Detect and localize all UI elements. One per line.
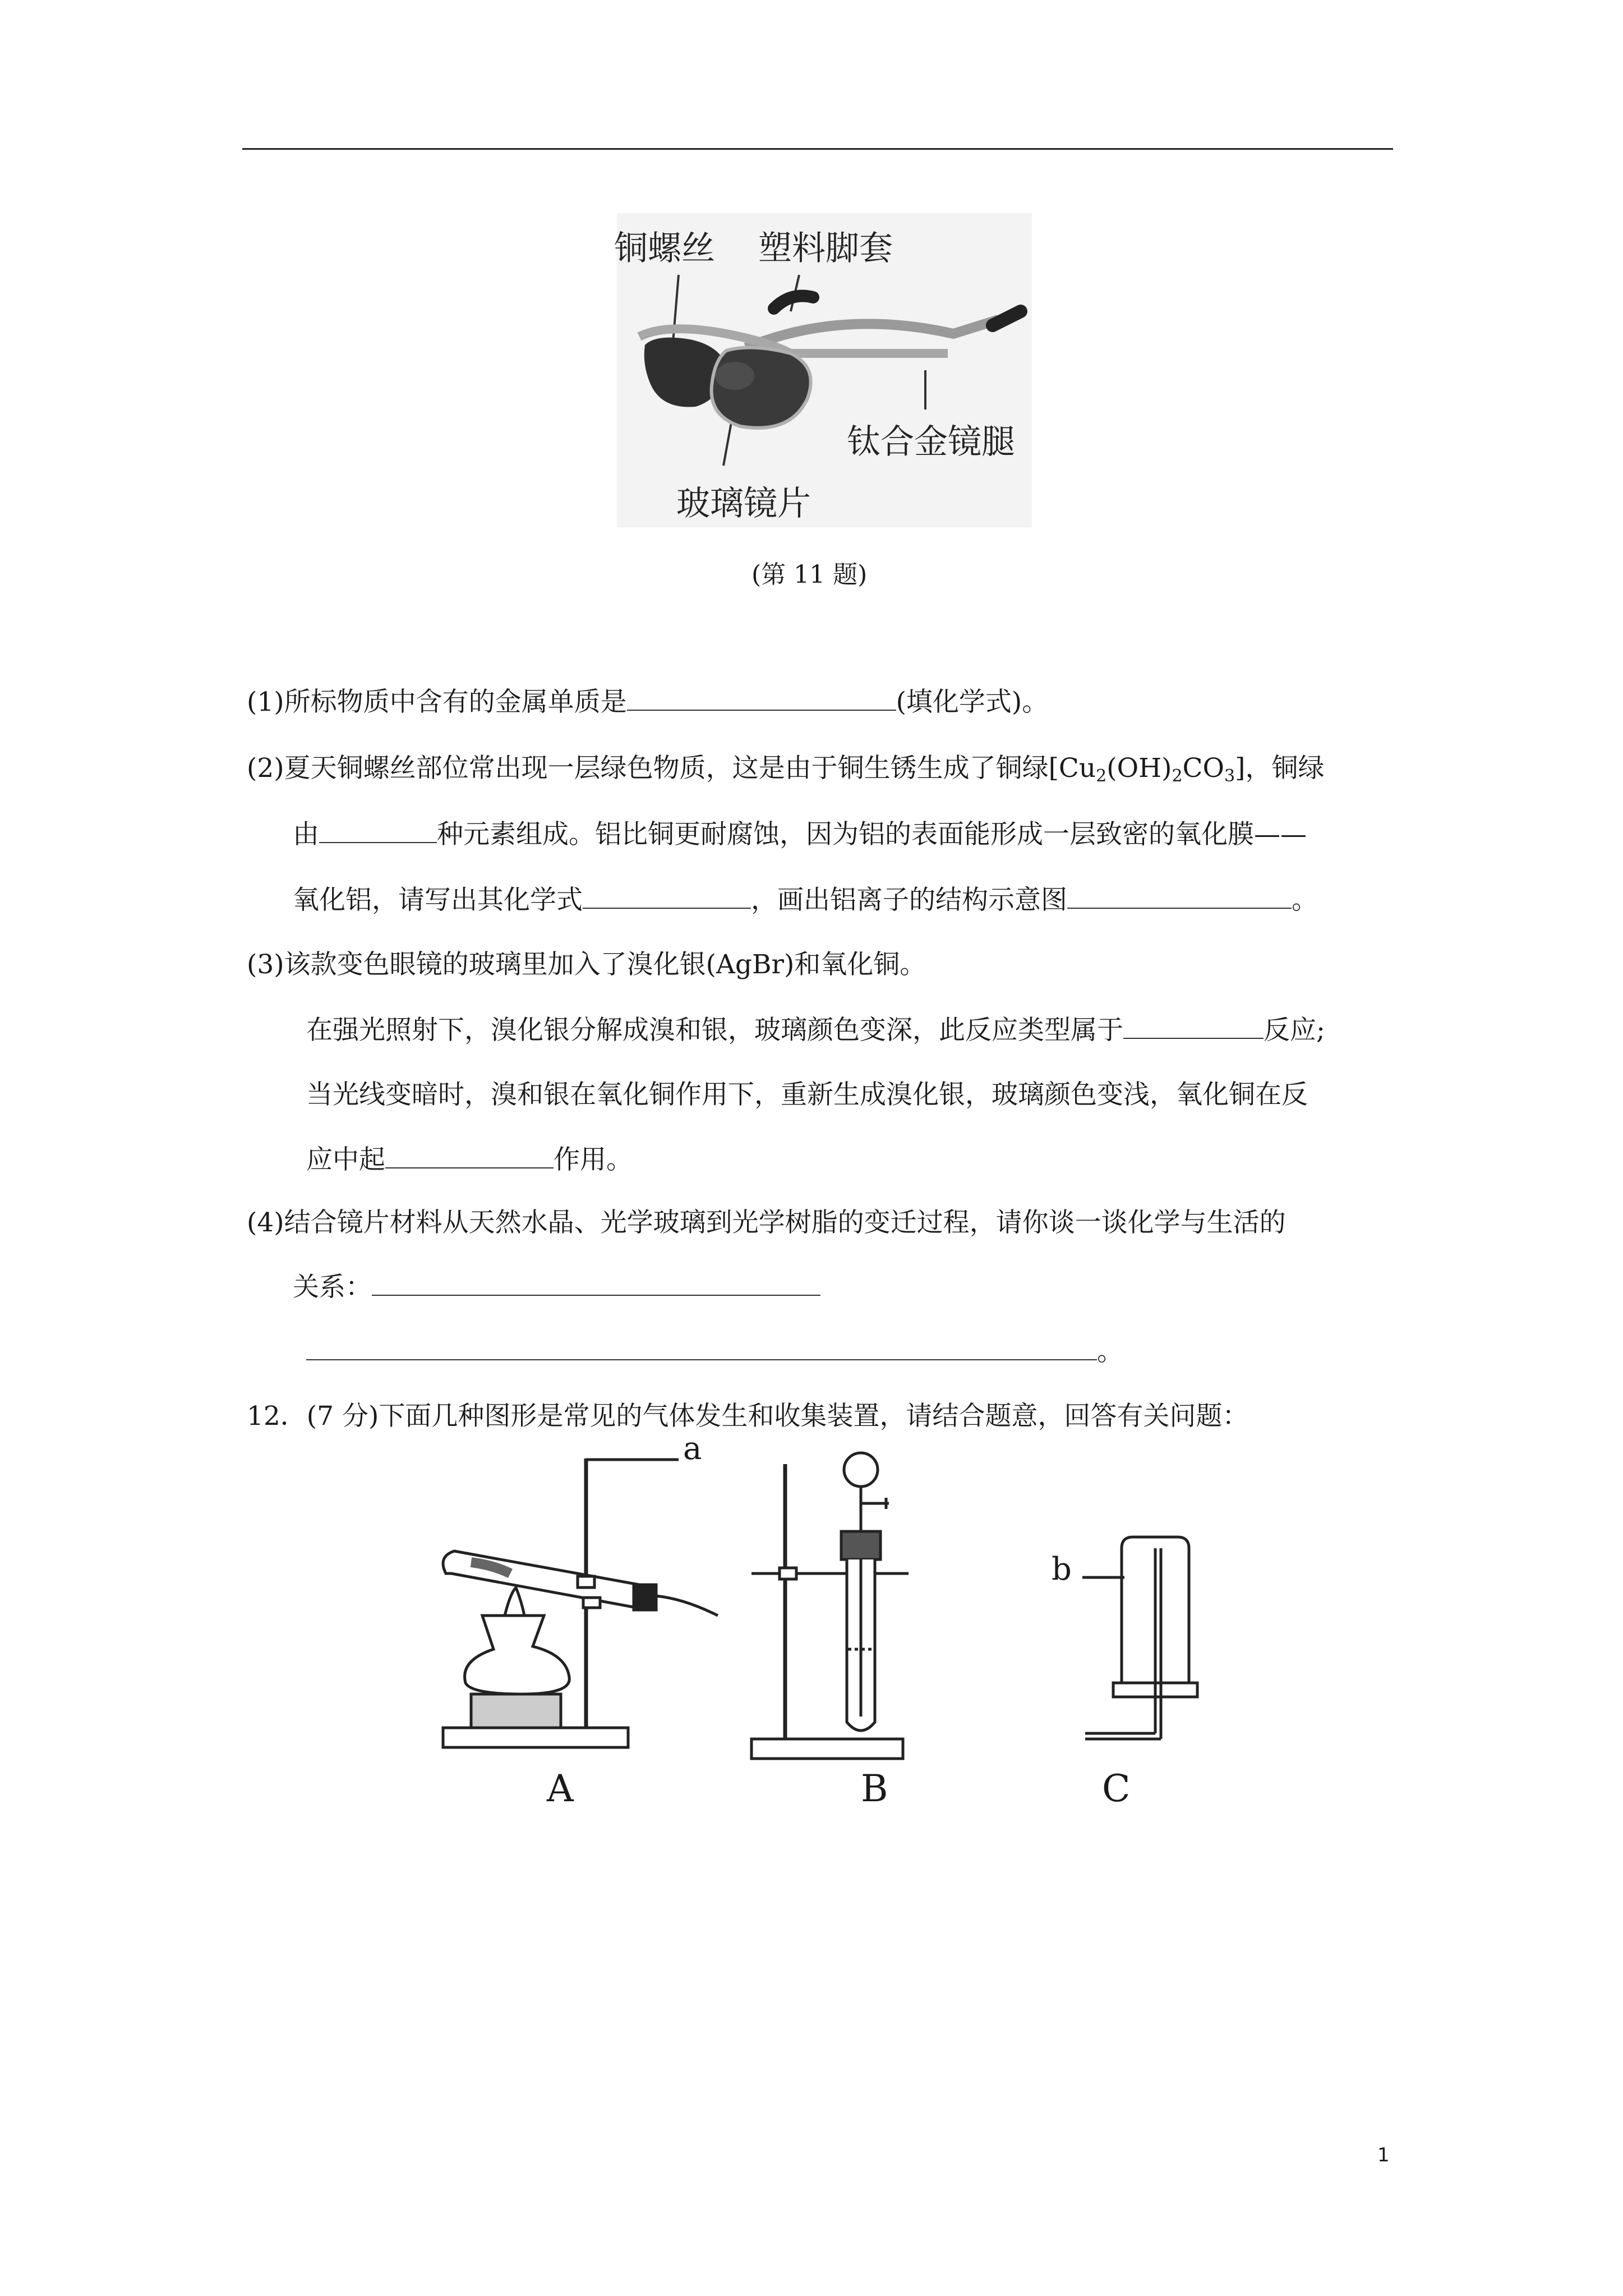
question-2-line-1 bbox=[247, 752, 1324, 793]
q2-text: 。 bbox=[1292, 885, 1318, 915]
answer-blank-q2a[interactable] bbox=[319, 820, 437, 843]
label-titanium-leg: 钛合金镜腿 bbox=[847, 422, 1015, 462]
apparatus-label-a: a bbox=[683, 1430, 702, 1467]
question-12: 12．(7 分)下面几种图形是常见的气体发生和收集装置，请结合题意，回答有关问题： bbox=[247, 1401, 1249, 1432]
question-2-line-3 bbox=[293, 884, 1318, 917]
answer-blank-q2c[interactable] bbox=[1067, 885, 1292, 909]
q3-text: 应中起 bbox=[306, 1144, 385, 1175]
q2-text: ，画出铝离子的结构示意图 bbox=[751, 885, 1067, 915]
answer-blank-q3a[interactable] bbox=[1123, 1015, 1264, 1039]
answer-blank-q4a[interactable] bbox=[372, 1272, 820, 1296]
apparatus-label-C: C bbox=[1102, 1767, 1131, 1810]
formula-subscript: 2 bbox=[1172, 766, 1183, 786]
q2-text: 种元素组成。铝比铜更耐腐蚀，因为铝的表面能形成一层致密的氧化膜—— bbox=[437, 819, 1307, 850]
apparatus-figure bbox=[426, 1430, 1223, 1812]
q3-text: 在强光照射下，溴化银分解成溴和银，玻璃颜色变深，此反应类型属于 bbox=[306, 1015, 1123, 1046]
figure-caption: (第 11 题) bbox=[751, 560, 868, 589]
q2-text: ]，铜绿 bbox=[1235, 753, 1325, 784]
answer-blank-q4b[interactable] bbox=[306, 1337, 1097, 1360]
formula-subscript: 3 bbox=[1224, 766, 1235, 786]
answer-blank-q1[interactable] bbox=[627, 687, 896, 711]
formula-subscript: 2 bbox=[1096, 766, 1107, 786]
question-2-line-2 bbox=[293, 818, 1307, 852]
q3-text: 作用。 bbox=[554, 1144, 633, 1175]
apparatus-label-b: b bbox=[1052, 1551, 1072, 1588]
label-glass-lens: 玻璃镜片 bbox=[676, 484, 811, 523]
q3-text: 反应; bbox=[1264, 1015, 1325, 1046]
q4-text: 。 bbox=[1097, 1336, 1123, 1367]
apparatus-illustration bbox=[426, 1447, 1223, 1812]
q1-suffix: (填化学式)。 bbox=[896, 687, 1049, 717]
question-3-line-3: 当光线变暗时，溴和银在氧化铜作用下，重新生成溴化银，玻璃颜色变浅，氧化铜在反 bbox=[306, 1079, 1308, 1110]
q1-prefix: (1)所标物质中含有的金属单质是 bbox=[247, 687, 627, 717]
apparatus-label-A: A bbox=[547, 1767, 574, 1810]
question-4-line-2 bbox=[293, 1271, 820, 1304]
formula-part: (OH) bbox=[1106, 753, 1172, 784]
question-4-line-1: (4)结合镜片材料从天然水晶、光学玻璃到光学树脂的变迁过程，请你谈一谈化学与生活的 bbox=[247, 1207, 1286, 1238]
question-3-line-2 bbox=[306, 1014, 1325, 1047]
question-3-line-4 bbox=[306, 1143, 633, 1177]
label-plastic-sleeve: 塑料脚套 bbox=[758, 229, 893, 268]
answer-blank-q2b[interactable] bbox=[583, 885, 751, 909]
page-number: 1 bbox=[1377, 2144, 1390, 2166]
question-1 bbox=[247, 685, 1048, 719]
header-rule bbox=[242, 148, 1393, 150]
formula-part: CO bbox=[1182, 753, 1225, 784]
answer-blank-q3b[interactable] bbox=[385, 1145, 554, 1168]
question-4-line-3 bbox=[306, 1335, 1123, 1369]
question-3-line-1: (3)该款变色眼镜的玻璃里加入了溴化银(AgBr)和氧化铜。 bbox=[247, 949, 926, 980]
q2-text: 由 bbox=[293, 819, 319, 850]
q2-text: (2)夏天铜螺丝部位常出现一层绿色物质，这是由于铜生锈生成了铜绿[Cu bbox=[247, 753, 1096, 784]
q2-text: 氧化铝，请写出其化学式 bbox=[293, 885, 583, 915]
apparatus-label-B: B bbox=[861, 1767, 888, 1810]
label-copper-screw: 铜螺丝 bbox=[614, 229, 715, 268]
q4-text: 关系： bbox=[293, 1272, 372, 1303]
